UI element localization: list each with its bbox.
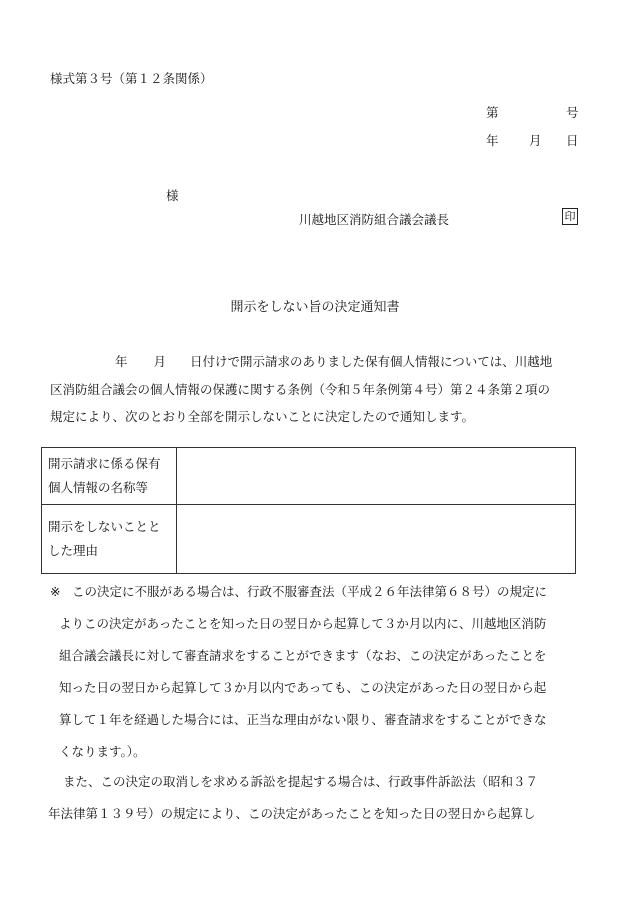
table-row-reason (42, 505, 576, 574)
note-line-3: 組合議会議長に対して審査請求をすることができます（なお、この決定があったことを (59, 648, 547, 663)
note-line-4: 知った日の翌日から起算して３か月以内であっても、この決定があった日の翌日から起 (59, 680, 547, 695)
intro-year: 年 (115, 354, 128, 369)
intro-line-3: 規定により、次のとおり全部を開示しないことに決定したので通知します。 (50, 409, 475, 424)
note-line-1 (50, 576, 590, 608)
date-day-label: 日 (566, 133, 579, 148)
intro-month: 月 (153, 354, 167, 369)
sender-name: 川越地区消防組合議会議長 (299, 212, 450, 227)
note-line-2: よりこの決定があったことを知った日の翌日から起算して３か月以内に、川越地区消防 (59, 616, 547, 631)
table-value-name[interactable] (177, 448, 576, 505)
note-line-6: くなります。）。 (59, 744, 146, 759)
document-number-suffix: 号 (566, 105, 579, 120)
note-mark: ※ (50, 584, 61, 599)
document-title: 開示をしない旨の決定通知書 (230, 300, 400, 315)
intro-line-2: 区消防組合議会の個人情報の保護に関する条例（令和５年条例第４号）第２４条第２項の (50, 381, 551, 397)
form-number: 様式第３号（第１２条関係） (50, 71, 213, 86)
table-label-name-line-2: 個人情報の名称等 (48, 480, 149, 495)
note-paragraph-2-line-2: 年法律第１３９号）の規定により、この決定があったことを知った日の翌日から起算し (48, 806, 536, 821)
addressee-suffix: 様 (166, 188, 179, 203)
table-label-reason-line-2: した理由 (48, 543, 99, 558)
document-number-label: 第 (486, 105, 499, 120)
table-row-name (42, 448, 576, 505)
info-table (41, 447, 576, 574)
intro-line-1 (50, 348, 582, 376)
date-month-label: 月 (529, 133, 542, 148)
note-line-1-text: この決定に不服がある場合は、行政不服審査法（平成２６年法律第６８号）の規定に (72, 584, 548, 599)
table-label-reason (42, 505, 177, 574)
date-year-label: 年 (486, 133, 499, 148)
table-label-name-line-1: 開示請求に係る保有 (48, 456, 161, 471)
note-section (50, 576, 590, 830)
table-label-name (42, 448, 177, 505)
table-value-reason[interactable] (177, 505, 576, 574)
seal-mark: 印 (562, 208, 578, 225)
intro-paragraph (50, 348, 582, 431)
intro-line-1-text: 日付けで開示請求のありました保有個人情報については、川越地 (190, 354, 553, 369)
note-line-5: 算して１年を経過した場合には、正当な理由がない限り、審査請求をすることができな (59, 712, 547, 727)
table-label-reason-line-1: 開示をしないことと (48, 519, 161, 534)
note-paragraph-2-line-1: また、この決定の取消しを求める訴訟を提起する場合は、行政事件訴訟法（昭和３７ (63, 774, 539, 789)
